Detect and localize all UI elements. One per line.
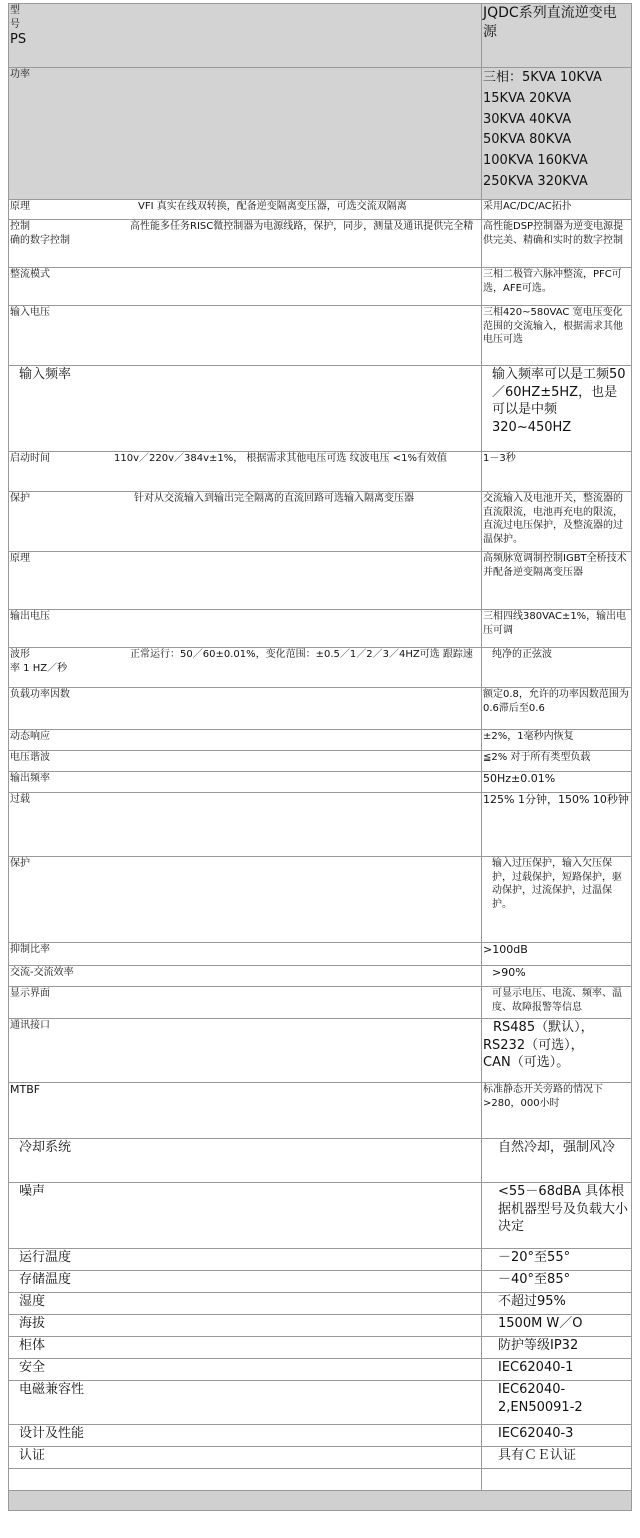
value-cell [482, 452, 632, 492]
table-row-protection-output [9, 857, 632, 943]
value-cell [482, 688, 632, 730]
table-row-input-voltage [9, 306, 632, 366]
table-row-blank [9, 1469, 632, 1491]
label-cell [9, 68, 482, 200]
value-cell [482, 1083, 632, 1139]
label-cell [9, 966, 482, 987]
label-design: 设计及性能 [19, 1426, 85, 1441]
value-cell [482, 552, 632, 610]
table-row-mtbf [9, 1083, 632, 1139]
value-cell [482, 1139, 632, 1183]
label-cell [9, 943, 482, 966]
label-cell [9, 1139, 482, 1183]
blank-cell [482, 1469, 632, 1491]
table-row-altitude [9, 1315, 632, 1337]
desc-principle: VFI 真实在线双转换，配备逆变隔离变压器，可选交流双隔离 [138, 201, 407, 212]
table-row-humidity [9, 1293, 632, 1315]
spec-table [8, 3, 632, 1511]
label-model-line-2: 号 [10, 18, 20, 30]
label-waveform: 波形 [10, 649, 30, 660]
label-cell [9, 987, 482, 1019]
label-principle: 原理 [10, 201, 30, 212]
label-input-frequency: 输入频率 [19, 367, 72, 382]
value-start-time: 1－3秒 [483, 453, 516, 464]
table-row-communication [9, 1019, 632, 1083]
label-dynamic-response: 动态响应 [10, 731, 50, 742]
value-storage-temp: －40°至85° [498, 1272, 571, 1287]
table-row-storage-temp [9, 1271, 632, 1293]
label-protection-output: 保护 [10, 858, 30, 869]
table-row-footer-bar [9, 1491, 632, 1511]
value-cell [482, 730, 632, 751]
label-cell [9, 1447, 482, 1469]
value-cell [482, 268, 632, 306]
desc-waveform: 正常运行：50／60±0.01%，变化范围：±0.5／1／2／3／4HZ可选 跟踪速率 1 HZ／秒 [10, 649, 473, 674]
value-cell [482, 1337, 632, 1359]
value-cell [482, 966, 632, 987]
label-cooling: 冷却系统 [19, 1140, 72, 1155]
label-safety: 安全 [19, 1360, 46, 1375]
value-certification: 具有ＣＥ认证 [498, 1448, 577, 1463]
value-mtbf: 标准静态开关旁路的情况下>280，000小时 [483, 1084, 603, 1109]
value-cell [482, 793, 632, 857]
table-row-safety [9, 1359, 632, 1381]
label-cell [9, 1019, 482, 1083]
value-communication-line-1: RS485（默认）， [493, 1020, 594, 1035]
label-cell [9, 306, 482, 366]
table-row-principle [9, 200, 632, 220]
table-row-load-pf [9, 688, 632, 730]
label-protection-dc: 保护 [10, 493, 30, 504]
value-noise: <55－68dBA 具体根据机器型号及负载大小决定 [498, 1184, 629, 1235]
label-communication: 通讯接口 [10, 1020, 50, 1031]
label-cell [9, 772, 482, 793]
label-voltage-harmonic: 电压谐波 [10, 752, 50, 763]
label-cell [9, 1293, 482, 1315]
value-cooling: 自然冷却，强制风冷 [498, 1140, 616, 1155]
label-cell [9, 1271, 482, 1293]
label-principle-inverter: 原理 [10, 553, 30, 564]
label-load-pf: 负载功率因数 [10, 689, 70, 700]
label-rejection-ratio: 抑制比率 [10, 944, 50, 955]
table-row-noise [9, 1183, 632, 1249]
table-row-input-frequency [9, 366, 632, 452]
value-operating-temp: －20°至55° [498, 1250, 571, 1265]
label-cell [9, 610, 482, 648]
value-cell [482, 1183, 632, 1249]
label-cell [9, 648, 482, 688]
value-power-line-2: 15KVA 20KVA [483, 90, 572, 106]
table-row-display [9, 987, 632, 1019]
label-output-frequency: 输出频率 [10, 773, 50, 784]
label-cell [9, 1425, 482, 1447]
label-noise: 噪声 [19, 1184, 46, 1199]
value-rejection-ratio: >100dB [483, 943, 528, 956]
value-output-frequency: 50Hz±0.01% [483, 772, 556, 785]
value-safety: IEC62040-1 [498, 1360, 574, 1375]
value-power-line-5: 100KVA 160KVA [483, 153, 588, 169]
label-cell [9, 4, 482, 68]
label-output-voltage: 输出电压 [10, 611, 50, 622]
label-input-voltage: 输入电压 [10, 307, 50, 318]
label-rectifier: 整流模式 [10, 269, 50, 280]
label-cell [9, 1315, 482, 1337]
table-row-principle-inverter [9, 552, 632, 610]
label-cell [9, 220, 482, 268]
value-cell [482, 987, 632, 1019]
value-efficiency: >90% [492, 966, 526, 979]
table-row-rectifier [9, 268, 632, 306]
table-row-rejection-ratio [9, 943, 632, 966]
label-cell [9, 268, 482, 306]
label-cell [9, 751, 482, 772]
value-power-line-4: 50KVA 80KVA [483, 132, 572, 148]
label-cell [9, 552, 482, 610]
value-cell [482, 610, 632, 648]
desc-control: 高性能多任务RISC微控制器为电源线路，保护，同步，测量及通讯提供完全精确的数字控制 [10, 221, 474, 246]
value-cell [482, 1359, 632, 1381]
table-row-control [9, 220, 632, 268]
label-cell [9, 200, 482, 220]
label-start-time: 启动时间 [10, 453, 50, 464]
value-power-line-3: 30KVA 40KVA [483, 111, 572, 127]
value-power-line-1: 三相：5KVA 10KVA [483, 70, 602, 85]
table-row-power [9, 68, 632, 200]
label-cell [9, 688, 482, 730]
value-cell [482, 751, 632, 772]
value-cell [482, 366, 632, 452]
value-protection-output: 输入过压保护，输入欠压保护，过载保护，短路保护，驱动保护，过流保护，过温保护。 [492, 858, 622, 910]
label-cabinet: 柜体 [19, 1338, 46, 1353]
value-cell [482, 1293, 632, 1315]
label-cell [9, 730, 482, 751]
desc-start-time: 110v／220v／384v±1%， 根据需求其他电压可选 纹波电压 <1%有效值 [114, 453, 448, 464]
value-cell [482, 1447, 632, 1469]
value-cell [482, 492, 632, 552]
label-model-line-3: PS [10, 32, 27, 47]
label-display: 显示界面 [10, 988, 50, 999]
table-row-waveform [9, 648, 632, 688]
footer-bar [9, 1491, 632, 1511]
value-dynamic-response: ±2%，1毫秒内恢复 [483, 731, 574, 742]
table-row-start-time [9, 452, 632, 492]
value-power-line-6: 250KVA 320KVA [483, 173, 588, 189]
label-overload: 过载 [10, 794, 30, 805]
value-input-frequency: 输入频率可以是工频50／60HZ±5HZ，也是可以是中频320~450HZ [492, 367, 626, 435]
label-model-line-1: 型 [10, 5, 20, 16]
value-control: 高性能DSP控制器为逆变电源提供完美、精确和实时的数字控制 [483, 221, 624, 246]
value-cell [482, 857, 632, 943]
value-cell [482, 1249, 632, 1271]
value-protection-dc: 交流输入及电池开关，整流器的直流限流，电池再充电的限流，直流过电压保护，及整流器的过温保护。 [483, 493, 623, 545]
desc-protection-dc: 针对从交流输入到输出完全隔离的直流回路可选输入隔离变压器 [134, 493, 414, 504]
label-operating-temp: 运行温度 [19, 1250, 72, 1265]
value-cell [482, 1381, 632, 1425]
value-cell [482, 306, 632, 366]
value-cell [482, 220, 632, 268]
label-efficiency: 交流-交流效率 [10, 967, 74, 978]
value-communication-line-3: CAN（可选）。 [483, 1055, 570, 1071]
value-cell [482, 1315, 632, 1337]
label-power: 功率 [10, 69, 30, 80]
value-waveform: 纯净的正弦波 [492, 649, 552, 660]
table-row-certification [9, 1447, 632, 1469]
label-cell [9, 366, 482, 452]
value-humidity: 不超过95% [498, 1294, 566, 1309]
value-principle: 采用AC/DC/AC拓扑 [483, 201, 572, 212]
value-cell [482, 1425, 632, 1447]
label-cell [9, 793, 482, 857]
label-cell [9, 1183, 482, 1249]
value-load-pf: 额定0.8，允许的功率因数范围为0.6滞后至0.6 [483, 689, 629, 714]
label-cell [9, 1337, 482, 1359]
label-certification: 认证 [19, 1448, 46, 1463]
value-cell [482, 1019, 632, 1083]
table-row-protection-dc [9, 492, 632, 552]
value-cell [482, 1271, 632, 1293]
table-row-cabinet [9, 1337, 632, 1359]
value-communication-line-2: RS232（可选）， [483, 1037, 584, 1053]
table-row-overload [9, 793, 632, 857]
value-cell [482, 943, 632, 966]
table-row-operating-temp [9, 1249, 632, 1271]
table-row-output-voltage [9, 610, 632, 648]
value-emc: IEC62040-2,EN50091-2 [498, 1382, 583, 1415]
label-emc: 电磁兼容性 [19, 1382, 85, 1397]
table-row-emc [9, 1381, 632, 1425]
label-cell [9, 857, 482, 943]
label-cell [9, 1381, 482, 1425]
value-voltage-harmonic: ≦2% 对于所有类型负载 [483, 752, 591, 763]
label-cell [9, 1359, 482, 1381]
label-cell [9, 1083, 482, 1139]
value-cell [482, 772, 632, 793]
label-cell [9, 1249, 482, 1271]
value-cell [482, 200, 632, 220]
label-cell [9, 452, 482, 492]
label-humidity: 湿度 [19, 1294, 46, 1309]
table-row-dynamic-response [9, 730, 632, 751]
label-cell [9, 492, 482, 552]
table-row-design [9, 1425, 632, 1447]
table-row-cooling [9, 1139, 632, 1183]
table-row-voltage-harmonic [9, 751, 632, 772]
table-row-output-frequency [9, 772, 632, 793]
blank-cell [9, 1469, 482, 1491]
value-altitude: 1500M W／O [498, 1316, 583, 1331]
label-storage-temp: 存储温度 [19, 1272, 72, 1287]
value-display: 可显示电压、电流、频率、温度、故障报警等信息 [492, 988, 622, 1013]
label-mtbf: MTBF [10, 1083, 41, 1096]
table-row-efficiency [9, 966, 632, 987]
value-rectifier: 三相二极管六脉冲整流，PFC可选，AFE可选。 [483, 269, 622, 294]
value-design: IEC62040-3 [498, 1426, 574, 1441]
value-cell [482, 68, 632, 200]
value-model: JQDC系列直流逆变电源 [483, 5, 617, 40]
value-cell [482, 4, 632, 68]
table-row-model [9, 4, 632, 68]
value-principle-inverter: 高频脉宽调制控制IGBT全桥技术并配备逆变隔离变压器 [483, 553, 627, 578]
label-control: 控制 [10, 221, 30, 232]
value-output-voltage: 三相四线380VAC±1%，输出电压可调 [483, 611, 627, 636]
value-overload: 125% 1分钟，150% 10秒钟 [483, 793, 629, 806]
value-cabinet: 防护等级IP32 [498, 1338, 579, 1353]
label-altitude: 海拔 [19, 1316, 46, 1331]
value-input-voltage: 三相420~580VAC 宽电压变化范围的交流输入，根据需求其他电压可选 [483, 307, 623, 345]
value-cell [482, 648, 632, 688]
